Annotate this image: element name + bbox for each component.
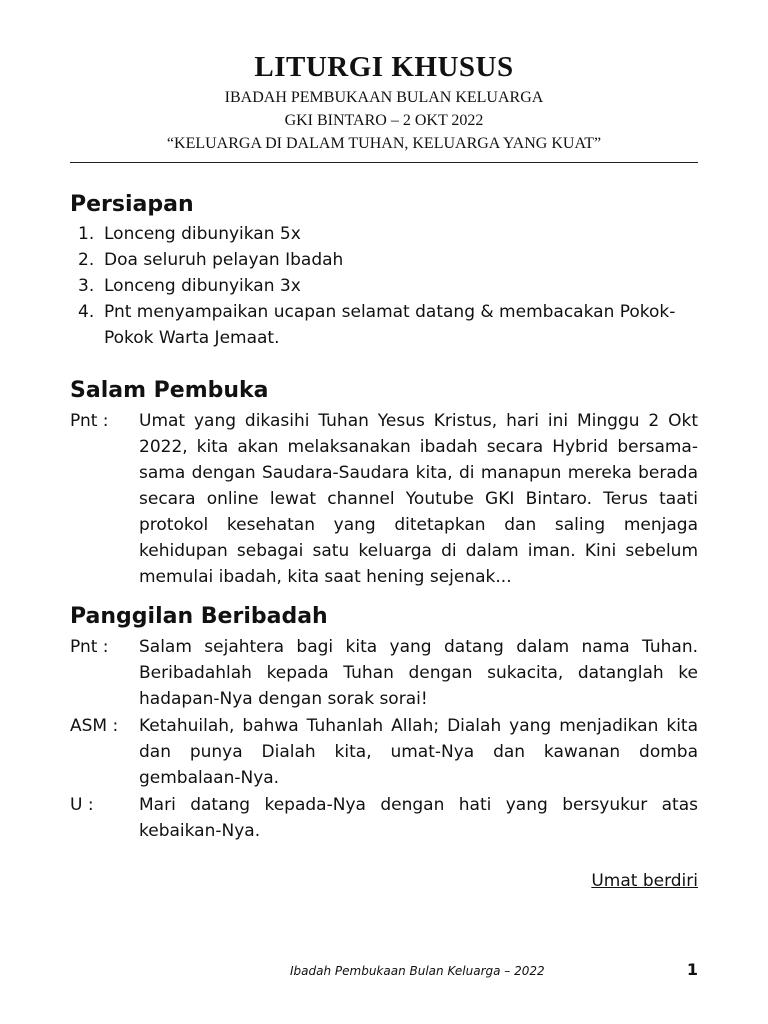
list-number: 2.	[78, 250, 95, 270]
list-item	[78, 299, 698, 351]
dialog-line	[70, 792, 698, 844]
section-title-persiapan: Persiapan	[70, 192, 194, 217]
subtitle-church-date: GKI BINTARO – 2 OKT 2022	[284, 112, 484, 129]
dialog-text: Salam sejahtera bagi kita yang datang dalam nama Tuhan. Beribadahlah kepada Tuhan dengan sukacita, datanglah ke hadapan-Nya dengan sorak sorai!	[139, 637, 698, 709]
speaker-label: Pnt :	[70, 637, 109, 657]
page-footer: Ibadah Pembukaan Bulan Keluarga – 2022	[290, 964, 545, 978]
page-number: 1	[686, 960, 698, 979]
list-number: 1.	[78, 224, 95, 244]
speaker-label: U :	[70, 795, 94, 815]
panggilan-dialog	[70, 634, 698, 845]
section-title-salam-pembuka: Salam Pembuka	[70, 378, 269, 403]
list-text: Lonceng dibunyikan 5x	[104, 224, 301, 244]
list-item	[78, 273, 698, 299]
list-number: 3.	[78, 276, 95, 296]
list-item	[78, 247, 698, 273]
dialog-line	[70, 713, 698, 791]
dialog-text: Umat yang dikasihi Tuhan Yesus Kristus, hari ini Minggu 2 Okt 2022, kita akan melaksanakan ibadah secara Hybrid bersama-sama dengan Saudara-Saudara kita, di manapun mereka berada secara online lewat channel Youtube GKI Bintaro. Terus taati protokol kesehatan yang ditetapkan dan saling menjaga kehidupan sebagai satu keluarga di dalam iman. Kini sebelum memulai ibadah, kita saat hening sejenak...	[139, 411, 698, 587]
document-title: LITURGI KHUSUS	[254, 51, 514, 83]
header-divider	[70, 162, 698, 163]
subtitle-event: IBADAH PEMBUKAAN BULAN KELUARGA	[224, 89, 544, 106]
speaker-label: ASM :	[70, 716, 119, 736]
dialog-text: Mari datang kepada-Nya dengan hati yang bersyukur atas kebaikan-Nya.	[139, 795, 698, 841]
list-item	[78, 221, 698, 247]
instruction-note: Umat berdiri	[591, 871, 698, 891]
dialog-line	[70, 408, 698, 590]
section-title-panggilan-beribadah: Panggilan Beribadah	[70, 604, 328, 629]
list-text: Doa seluruh pelayan Ibadah	[104, 250, 344, 270]
list-text: Pnt menyampaikan ucapan selamat datang & membacakan Pokok-Pokok Warta Jemaat.	[104, 302, 676, 348]
document-header	[70, 48, 698, 155]
speaker-label: Pnt :	[70, 411, 109, 431]
list-text: Lonceng dibunyikan 3x	[104, 276, 301, 296]
salam-dialog	[70, 408, 698, 591]
dialog-text: Ketahuilah, bahwa Tuhanlah Allah; Dialah yang menjadikan kita dan punya Dialah kita, umat-Nya dan kawanan domba gembalaan-Nya.	[139, 716, 698, 788]
persiapan-list	[78, 221, 698, 351]
list-number: 4.	[78, 302, 95, 322]
dialog-line	[70, 634, 698, 712]
subtitle-theme: “KELUARGA DI DALAM TUHAN, KELUARGA YANG KUAT”	[166, 135, 602, 152]
